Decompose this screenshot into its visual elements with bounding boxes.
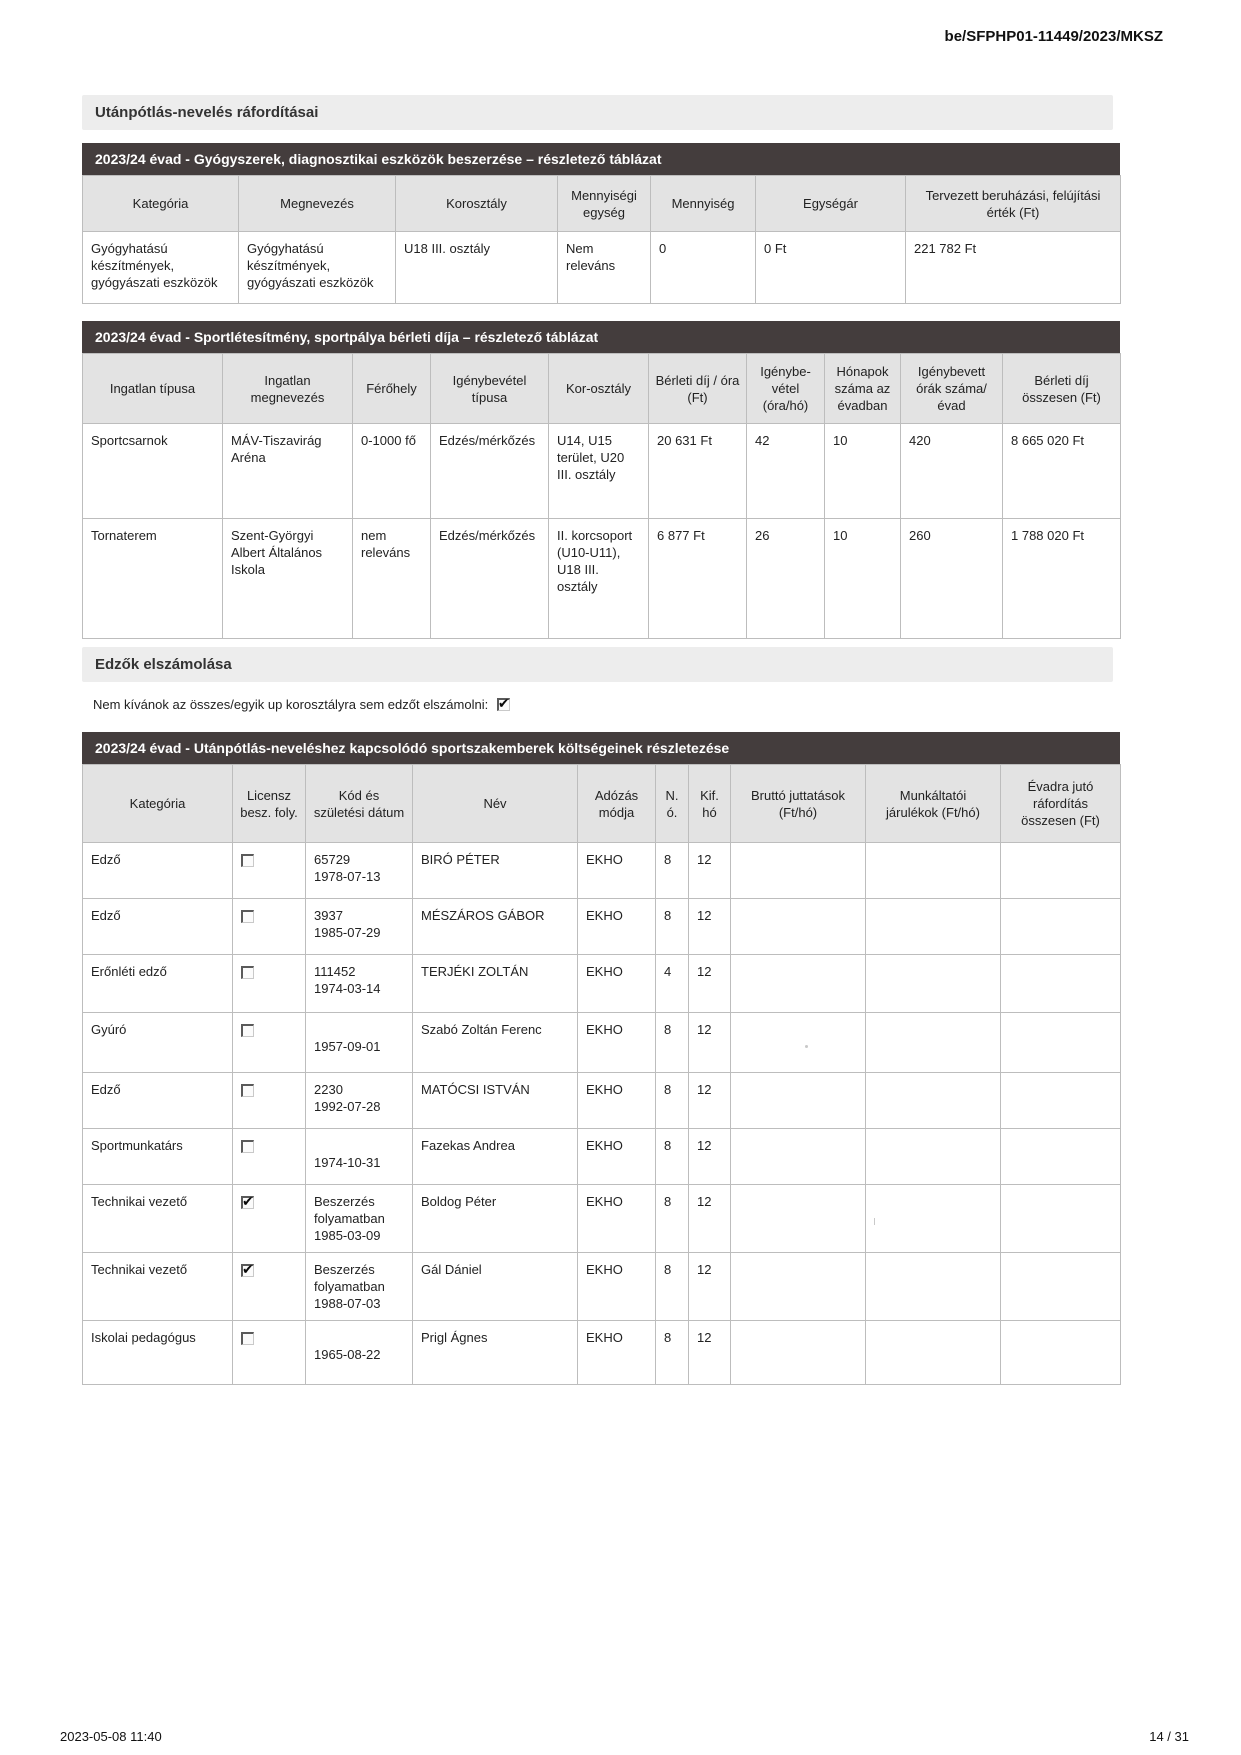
months-cell: 12 — [689, 1013, 731, 1073]
igenybevetel-tipusa-cell: Edzés/mérkőzés — [431, 424, 549, 519]
tax-mode-cell: EKHO — [578, 1013, 656, 1073]
months-cell: 12 — [689, 1129, 731, 1185]
column-header: Bruttó juttatások (Ft/hó) — [731, 765, 866, 843]
facility-header-row — [83, 354, 1121, 424]
season-total-cell — [1001, 1013, 1121, 1073]
season-total-cell — [1001, 1129, 1121, 1185]
employer-contrib-cell — [866, 1321, 1001, 1385]
igenybevetel-cell: 26 — [747, 519, 825, 639]
footer-datetime: 2023-05-08 11:40 — [60, 1729, 162, 1744]
name-cell: Boldog Péter — [413, 1185, 578, 1253]
column-header: Évadra jutó ráfordítás összesen (Ft) — [1001, 765, 1121, 843]
table-row — [83, 843, 1121, 899]
category-cell: Edző — [83, 843, 233, 899]
hours-cell: 8 — [656, 1073, 689, 1129]
name-cell: MÉSZÁROS GÁBOR — [413, 899, 578, 955]
license-checkbox[interactable] — [241, 1084, 254, 1097]
license-checkbox[interactable] — [241, 1024, 254, 1037]
meds-header-row — [83, 176, 1121, 232]
column-header: Név — [413, 765, 578, 843]
no-coaches-checkbox[interactable] — [497, 698, 510, 711]
berleti-dij-osszesen-cell: 1 788 020 Ft — [1003, 519, 1121, 639]
employer-contrib-cell — [866, 955, 1001, 1013]
months-cell: 12 — [689, 955, 731, 1013]
column-header: Igénybevétel típusa — [431, 354, 549, 424]
korosztaly-cell: U14, U15 terület, U20 III. osztály — [549, 424, 649, 519]
season-total-cell — [1001, 843, 1121, 899]
column-header: N. ó. — [656, 765, 689, 843]
birth-date: 1992-07-28 — [314, 1099, 381, 1114]
birth-date: 1957-09-01 — [314, 1039, 381, 1054]
staff-code — [314, 1329, 404, 1346]
license-checkbox[interactable] — [241, 854, 254, 867]
license-checkbox[interactable] — [241, 1196, 254, 1209]
category-cell: Gyúró — [83, 1013, 233, 1073]
employer-contrib-cell — [866, 843, 1001, 899]
staff-code: 2230 — [314, 1082, 343, 1097]
column-header: Tervezett beruházási, felújítási érték (Ft) — [906, 176, 1121, 232]
table-row — [83, 1185, 1121, 1253]
license-cell — [233, 1013, 306, 1073]
column-header: Korosztály — [396, 176, 558, 232]
name-cell: MATÓCSI ISTVÁN — [413, 1073, 578, 1129]
footer-page-number: 14 / 31 — [1149, 1729, 1189, 1744]
employer-contrib-cell — [866, 1013, 1001, 1073]
facility-table — [82, 353, 1121, 639]
hours-cell: 8 — [656, 899, 689, 955]
table-row — [83, 232, 1121, 304]
months-cell: 12 — [689, 1185, 731, 1253]
tax-mode-cell: EKHO — [578, 1073, 656, 1129]
months-cell: 12 — [689, 1073, 731, 1129]
code-birth-cell — [306, 1253, 413, 1321]
column-header: Munkáltatói járulékok (Ft/hó) — [866, 765, 1001, 843]
category-cell: Edző — [83, 899, 233, 955]
category-cell: Technikai vezető — [83, 1185, 233, 1253]
category-cell: Iskolai pedagógus — [83, 1321, 233, 1385]
code-birth-cell — [306, 1129, 413, 1185]
staff-code — [314, 1137, 404, 1154]
months-cell: 12 — [689, 1253, 731, 1321]
column-header: Kor-osztály — [549, 354, 649, 424]
facility-table-title: 2023/24 évad - Sportlétesítmény, sportpálya bérleti díja – részletező táblázat — [82, 321, 1120, 353]
license-cell — [233, 899, 306, 955]
column-header: Kód és születési dátum — [306, 765, 413, 843]
page-content — [82, 95, 1120, 1385]
hours-cell: 4 — [656, 955, 689, 1013]
column-header: Hónapok száma az évadban — [825, 354, 901, 424]
tax-mode-cell: EKHO — [578, 1185, 656, 1253]
gross-cell — [731, 1073, 866, 1129]
code-birth-cell — [306, 1013, 413, 1073]
tax-mode-cell: EKHO — [578, 1253, 656, 1321]
staff-code — [314, 1021, 404, 1038]
birth-date: 1974-10-31 — [314, 1155, 381, 1170]
license-checkbox[interactable] — [241, 910, 254, 923]
orak-evad-cell: 260 — [901, 519, 1003, 639]
birth-date: 1978-07-13 — [314, 869, 381, 884]
code-birth-cell — [306, 843, 413, 899]
table-row — [83, 1129, 1121, 1185]
table-row — [83, 1013, 1121, 1073]
season-total-cell — [1001, 955, 1121, 1013]
column-header: Megnevezés — [239, 176, 396, 232]
meds-table-title: 2023/24 évad - Gyógyszerek, diagnosztikai eszközök beszerzése – részletező táblázat — [82, 143, 1120, 175]
megnevezes-cell: Gyógyhatású készítmények, gyógyászati eszközök — [239, 232, 396, 304]
gross-cell — [731, 1321, 866, 1385]
license-cell — [233, 843, 306, 899]
column-header: Bérleti díj / óra (Ft) — [649, 354, 747, 424]
column-header: Igénybe-vétel (óra/hó) — [747, 354, 825, 424]
mennyisegi-egyseg-cell: Nem releváns — [558, 232, 651, 304]
name-cell: Gál Dániel — [413, 1253, 578, 1321]
table-row — [83, 1073, 1121, 1129]
birth-date: 1988-07-03 — [314, 1296, 381, 1311]
column-header: Ingatlan típusa — [83, 354, 223, 424]
column-header: Adózás módja — [578, 765, 656, 843]
code-birth-cell — [306, 899, 413, 955]
column-header: Ingatlan megnevezés — [223, 354, 353, 424]
column-header: Licensz besz. foly. — [233, 765, 306, 843]
tax-mode-cell: EKHO — [578, 899, 656, 955]
tax-mode-cell: EKHO — [578, 843, 656, 899]
ingatlan-megnevezes-cell: MÁV-Tiszavirág Aréna — [223, 424, 353, 519]
staff-code: Beszerzés folyamatban — [314, 1194, 385, 1226]
tax-mode-cell: EKHO — [578, 955, 656, 1013]
name-cell: Prigl Ágnes — [413, 1321, 578, 1385]
ferohely-cell: 0-1000 fő — [353, 424, 431, 519]
staff-code: 65729 — [314, 852, 351, 867]
orak-evad-cell: 420 — [901, 424, 1003, 519]
license-checkbox[interactable] — [241, 1264, 254, 1277]
staff-code: 3937 — [314, 908, 343, 923]
category-cell: Sportmunkatárs — [83, 1129, 233, 1185]
egysegar-cell: 0 Ft — [756, 232, 906, 304]
birth-date: 1985-03-09 — [314, 1228, 381, 1243]
gross-cell — [731, 843, 866, 899]
season-total-cell — [1001, 1073, 1121, 1129]
document-reference: be/SFPHP01-11449/2023/MKSZ — [944, 28, 1163, 45]
staff-header-row — [83, 765, 1121, 843]
name-cell: BIRÓ PÉTER — [413, 843, 578, 899]
staff-code: 111452 — [314, 964, 356, 979]
page-footer — [60, 1729, 1189, 1744]
category-cell: Erőnléti edző — [83, 955, 233, 1013]
staff-table-title: 2023/24 évad - Utánpótlás-neveléshez kapcsolódó sportszakemberek költségeinek részletezése — [82, 732, 1120, 764]
korosztaly-cell: II. korcsoport (U10-U11), U18 III. osztály — [549, 519, 649, 639]
staff-code: Beszerzés folyamatban — [314, 1262, 385, 1294]
name-cell: Szabó Zoltán Ferenc — [413, 1013, 578, 1073]
berleti-dij-ora-cell: 6 877 Ft — [649, 519, 747, 639]
korosztaly-cell: U18 III. osztály — [396, 232, 558, 304]
no-coaches-label: Nem kívánok az összes/egyik up korosztályra sem edzőt elszámolni: — [93, 697, 489, 712]
ingatlan-tipus-cell: Tornaterem — [83, 519, 223, 639]
code-birth-cell — [306, 955, 413, 1013]
employer-contrib-cell — [866, 899, 1001, 955]
gross-cell — [731, 899, 866, 955]
berleti-dij-osszesen-cell: 8 665 020 Ft — [1003, 424, 1121, 519]
kategoria-cell: Gyógyhatású készítmények, gyógyászati eszközök — [83, 232, 239, 304]
months-cell: 12 — [689, 843, 731, 899]
hours-cell: 8 — [656, 1013, 689, 1073]
column-header: Férőhely — [353, 354, 431, 424]
gross-cell — [731, 1185, 866, 1253]
berleti-dij-ora-cell: 20 631 Ft — [649, 424, 747, 519]
license-cell — [233, 1185, 306, 1253]
column-header: Kategória — [83, 176, 239, 232]
table-row — [83, 1321, 1121, 1385]
code-birth-cell — [306, 1321, 413, 1385]
honapok-cell: 10 — [825, 424, 901, 519]
tax-mode-cell: EKHO — [578, 1129, 656, 1185]
section-title-coaches: Edzők elszámolása — [82, 647, 1113, 682]
hours-cell: 8 — [656, 1185, 689, 1253]
employer-contrib-cell — [866, 1253, 1001, 1321]
no-coaches-declaration — [93, 697, 1120, 712]
table-row — [83, 955, 1121, 1013]
birth-date: 1965-08-22 — [314, 1347, 381, 1362]
table-row — [83, 1253, 1121, 1321]
section-title-expenses: Utánpótlás-nevelés ráfordításai — [82, 95, 1113, 130]
table-row — [83, 899, 1121, 955]
tax-mode-cell: EKHO — [578, 1321, 656, 1385]
column-header: Bérleti díj összesen (Ft) — [1003, 354, 1121, 424]
honapok-cell: 10 — [825, 519, 901, 639]
meds-table-block — [82, 143, 1120, 304]
license-checkbox[interactable] — [241, 1332, 254, 1345]
igenybevetel-cell: 42 — [747, 424, 825, 519]
name-cell: Fazekas Andrea — [413, 1129, 578, 1185]
facility-table-block — [82, 321, 1120, 639]
column-header: Mennyiségi egység — [558, 176, 651, 232]
license-cell — [233, 1321, 306, 1385]
months-cell: 12 — [689, 899, 731, 955]
hours-cell: 8 — [656, 1253, 689, 1321]
scan-speck — [874, 1218, 875, 1225]
employer-contrib-cell — [866, 1185, 1001, 1253]
staff-table — [82, 764, 1121, 1385]
season-total-cell — [1001, 899, 1121, 955]
license-cell — [233, 955, 306, 1013]
column-header: Kif. hó — [689, 765, 731, 843]
column-header: Egységár — [756, 176, 906, 232]
license-cell — [233, 1073, 306, 1129]
meds-table — [82, 175, 1121, 304]
season-total-cell — [1001, 1253, 1121, 1321]
category-cell: Edző — [83, 1073, 233, 1129]
mennyiseg-cell: 0 — [651, 232, 756, 304]
igenybevetel-tipusa-cell: Edzés/mérkőzés — [431, 519, 549, 639]
code-birth-cell — [306, 1185, 413, 1253]
months-cell: 12 — [689, 1321, 731, 1385]
season-total-cell — [1001, 1185, 1121, 1253]
hours-cell: 8 — [656, 1129, 689, 1185]
license-cell — [233, 1253, 306, 1321]
staff-table-block — [82, 732, 1120, 1385]
table-row — [83, 424, 1121, 519]
name-cell: TERJÉKI ZOLTÁN — [413, 955, 578, 1013]
table-row — [83, 519, 1121, 639]
tervezett-ertek-cell: 221 782 Ft — [906, 232, 1121, 304]
column-header: Mennyiség — [651, 176, 756, 232]
column-header: Igénybevett órák száma/évad — [901, 354, 1003, 424]
gross-cell — [731, 1129, 866, 1185]
season-total-cell — [1001, 1321, 1121, 1385]
hours-cell: 8 — [656, 843, 689, 899]
gross-cell — [731, 955, 866, 1013]
gross-cell — [731, 1013, 866, 1073]
code-birth-cell — [306, 1073, 413, 1129]
license-cell — [233, 1129, 306, 1185]
scan-speck — [805, 1045, 808, 1048]
license-checkbox[interactable] — [241, 1140, 254, 1153]
license-checkbox[interactable] — [241, 966, 254, 979]
ingatlan-megnevezes-cell: Szent-Györgyi Albert Általános Iskola — [223, 519, 353, 639]
gross-cell — [731, 1253, 866, 1321]
birth-date: 1985-07-29 — [314, 925, 381, 940]
employer-contrib-cell — [866, 1129, 1001, 1185]
ferohely-cell: nem releváns — [353, 519, 431, 639]
ingatlan-tipus-cell: Sportcsarnok — [83, 424, 223, 519]
employer-contrib-cell — [866, 1073, 1001, 1129]
birth-date: 1974-03-14 — [314, 981, 381, 996]
category-cell: Technikai vezető — [83, 1253, 233, 1321]
column-header: Kategória — [83, 765, 233, 843]
hours-cell: 8 — [656, 1321, 689, 1385]
